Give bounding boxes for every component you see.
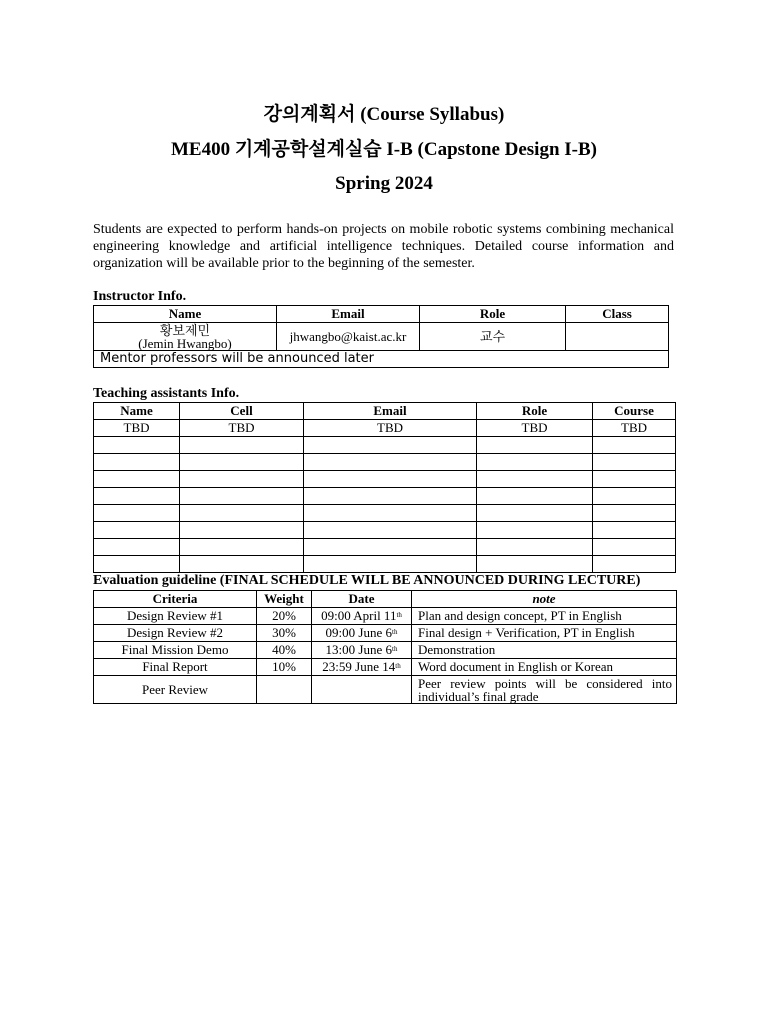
cell — [94, 556, 180, 573]
note: Word document in English or Korean — [412, 659, 677, 676]
cell — [477, 488, 593, 505]
cell — [593, 522, 676, 539]
cell — [593, 539, 676, 556]
table-row — [94, 625, 677, 642]
instructor-row — [94, 323, 669, 351]
instructor-email[interactable]: jhwangbo@kaist.ac.kr — [277, 323, 420, 351]
table-row — [94, 420, 676, 437]
cell — [180, 454, 304, 471]
cell — [593, 471, 676, 488]
date — [312, 676, 412, 704]
criteria: Peer Review — [94, 676, 257, 704]
instructor-name — [94, 323, 277, 351]
cell — [304, 522, 477, 539]
cell — [593, 488, 676, 505]
cell — [304, 488, 477, 505]
table-row-empty — [94, 454, 676, 471]
semester-title: Spring 2024 — [335, 173, 433, 194]
instructor-note-row — [94, 351, 669, 368]
table-row-empty — [94, 471, 676, 488]
table-row — [94, 608, 677, 625]
cell — [180, 556, 304, 573]
table-row — [94, 642, 677, 659]
cell — [477, 556, 593, 573]
date — [312, 642, 412, 659]
cell — [94, 437, 180, 454]
instructor-name-en: (Jemin Hwangbo) — [138, 335, 232, 351]
date-suffix: th — [396, 611, 402, 619]
cell — [477, 454, 593, 471]
instructor-class — [566, 323, 669, 351]
cell — [477, 539, 593, 556]
date-suffix: th — [392, 645, 398, 653]
ta-heading: Teaching assistants Info. — [93, 386, 240, 401]
cell — [593, 556, 676, 573]
ta-header-row — [94, 403, 676, 420]
date-text: 23:59 June 14 — [322, 659, 396, 674]
evaluation-header-row — [94, 591, 677, 608]
cell — [304, 505, 477, 522]
cell — [94, 522, 180, 539]
cell — [477, 471, 593, 488]
ta-role: TBD — [477, 420, 593, 437]
cell — [477, 505, 593, 522]
cell — [304, 437, 477, 454]
cell — [477, 437, 593, 454]
instructor-name-kr: 황보제민 — [159, 322, 211, 338]
weight: 20% — [257, 608, 312, 625]
col-date: Date — [312, 591, 412, 608]
cell — [477, 522, 593, 539]
cell — [304, 539, 477, 556]
cell — [593, 454, 676, 471]
table-row — [94, 676, 677, 704]
col-criteria: Criteria — [94, 591, 257, 608]
weight: 40% — [257, 642, 312, 659]
ta-name: TBD — [94, 420, 180, 437]
cell — [304, 471, 477, 488]
cell — [180, 471, 304, 488]
date-suffix: th — [395, 662, 401, 670]
date — [312, 625, 412, 642]
cell — [593, 505, 676, 522]
table-row-empty — [94, 437, 676, 454]
col-cell: Cell — [180, 403, 304, 420]
instructor-role: 교수 — [420, 323, 566, 351]
date-text: 13:00 June 6 — [325, 642, 392, 657]
ta-cell: TBD — [180, 420, 304, 437]
cell — [94, 454, 180, 471]
instructor-table — [93, 305, 669, 368]
date-text: 09:00 April 11 — [321, 608, 397, 623]
ta-course: TBD — [593, 420, 676, 437]
cell — [304, 454, 477, 471]
doc-title: 강의계획서 (Course Syllabus) — [263, 104, 505, 125]
course-description: Students are expected to perform hands-on projects on mobile robotic systems combining mechanical engineering knowledge and artificial intelligence techniques. Detailed course information and organization will be available prior to the beginning of the semester. — [93, 222, 674, 271]
ta-email: TBD — [304, 420, 477, 437]
cell — [180, 539, 304, 556]
col-email: Email — [304, 403, 477, 420]
instructor-header-row — [94, 306, 669, 323]
date — [312, 608, 412, 625]
col-email: Email — [277, 306, 420, 323]
table-row-empty — [94, 505, 676, 522]
course-title: ME400 기계공학설계실습 I-B (Capstone Design I-B) — [170, 139, 598, 160]
weight — [257, 676, 312, 704]
date-suffix: th — [392, 628, 398, 636]
col-weight: Weight — [257, 591, 312, 608]
cell — [180, 522, 304, 539]
weight: 10% — [257, 659, 312, 676]
criteria: Design Review #2 — [94, 625, 257, 642]
col-role: Role — [420, 306, 566, 323]
col-name: Name — [94, 306, 277, 323]
cell — [94, 539, 180, 556]
mentor-note: Mentor professors will be announced later — [94, 351, 669, 368]
table-row-empty — [94, 522, 676, 539]
col-role: Role — [477, 403, 593, 420]
criteria: Final Mission Demo — [94, 642, 257, 659]
evaluation-table — [93, 590, 677, 704]
table-row-empty — [94, 539, 676, 556]
date-text: 09:00 June 6 — [325, 625, 392, 640]
evaluation-heading: Evaluation guideline (FINAL SCHEDULE WILL BE ANNOUNCED DURING LECTURE) — [93, 573, 641, 588]
weight: 30% — [257, 625, 312, 642]
col-class: Class — [566, 306, 669, 323]
criteria: Final Report — [94, 659, 257, 676]
col-name: Name — [94, 403, 180, 420]
note: Demonstration — [412, 642, 677, 659]
instructor-heading: Instructor Info. — [93, 289, 187, 304]
cell — [180, 437, 304, 454]
note: Plan and design concept, PT in English — [412, 608, 677, 625]
cell — [94, 505, 180, 522]
table-row-empty — [94, 488, 676, 505]
note: Peer review points will be considered into individual’s final grade — [412, 676, 677, 704]
table-row-empty — [94, 556, 676, 573]
cell — [94, 488, 180, 505]
col-note: note — [412, 591, 677, 608]
table-row — [94, 659, 677, 676]
cell — [180, 488, 304, 505]
criteria: Design Review #1 — [94, 608, 257, 625]
cell — [304, 556, 477, 573]
cell — [593, 437, 676, 454]
date — [312, 659, 412, 676]
col-course: Course — [593, 403, 676, 420]
cell — [94, 471, 180, 488]
cell — [180, 505, 304, 522]
ta-table — [93, 402, 676, 573]
note: Final design + Verification, PT in English — [412, 625, 677, 642]
